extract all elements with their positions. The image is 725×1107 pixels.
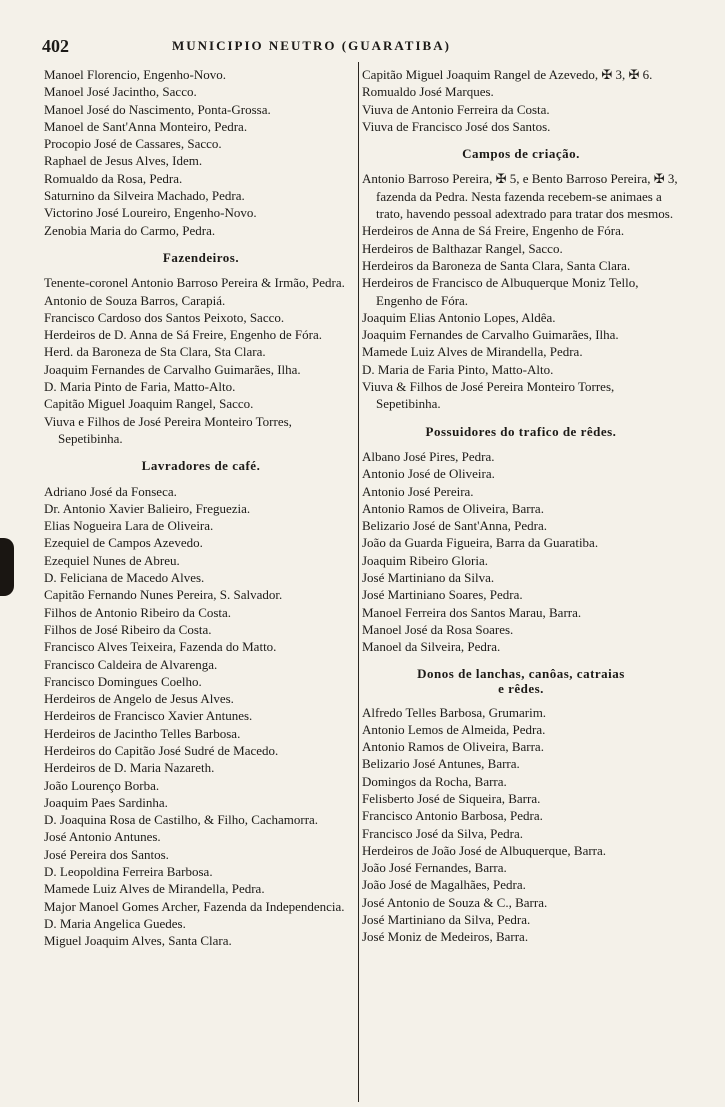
section-title-campos: Campos de criação. [462,146,580,162]
list-item: D. Maria de Faria Pinto, Matto-Alto. [362,361,554,377]
list-item: Joaquim Elias Antonio Lopes, Aldêa. [362,309,556,325]
list-item: Zenobia Maria do Carmo, Pedra. [44,222,216,238]
list-item: João José de Magalhães, Pedra. [362,877,526,893]
list-item: Felisberto José de Siqueira, Barra. [362,790,541,806]
list-item: Manoel Ferreira dos Santos Marau, Barra. [362,604,582,620]
list-item: Francisco Antonio Barbosa, Pedra. [362,808,543,824]
section-title-lavradores: Lavradores de café. [141,458,261,474]
list-item: Romualdo da Rosa, Pedra. [44,170,183,186]
list-item: Antonio de Souza Barros, Carapiá. [44,292,226,308]
list-item: Francisco Alves Teixeira, Fazenda do Matto. [44,639,277,655]
right-column [362,66,680,946]
list-item: Viuva e Filhos de José Pereira Monteiro Torres, Sepetibinha. [44,413,292,446]
list-item: Mamede Luiz Alves de Mirandella, Pedra. [362,344,583,360]
list-item: João da Guarda Figueira, Barra da Guaratiba. [362,535,599,551]
section-title-fazendeiros: Fazendeiros. [162,249,240,265]
section-title-donos [362,666,680,696]
list-item: D. Leopoldina Ferreira Barbosa. [44,864,213,880]
left-top-list [44,66,358,239]
list-item: Herdeiros de Jacintho Telles Barbosa. [44,725,241,741]
list-item: Manoel da Silveira, Pedra. [362,639,501,655]
list-item: Manoel de Sant'Anna Monteiro, Pedra. [44,118,248,134]
list-item: Francisco Domingues Coelho. [44,673,202,689]
running-title: MUNICIPIO NEUTRO (GUARATIBA) [172,38,451,53]
list-item: Herdeiros do Capitão José Sudré de Macedo. [44,742,279,758]
list-item: Victorino José Loureiro, Engenho-Novo. [44,205,257,221]
list-item: Antonio José Pereira. [362,483,474,499]
list-item: Tenente-coronel Antonio Barroso Pereira & Irmão, Pedra. [44,275,345,291]
list-item: Adriano José da Fonseca. [44,483,177,499]
list-item: João Lourenço Borba. [44,777,160,793]
list-item: Domingos da Rocha, Barra. [362,773,507,789]
list-item: Antonio Ramos de Oliveira, Barra. [362,739,544,755]
list-item: D. Joaquina Rosa de Castilho, & Filho, Cachamorra. [44,812,319,828]
list-item: Joaquim Paes Sardinha. [44,794,168,810]
list-item: Antonio José de Oliveira. [362,466,495,482]
list-item: Capitão Fernando Nunes Pereira, S. Salvador. [44,587,283,603]
column-divider [358,62,359,1102]
list-item: Raphael de Jesus Alves, Idem. [44,153,203,169]
list-item: Capitão Miguel Joaquim Rangel, Sacco. [44,396,254,412]
list-item: Viuva de Francisco José dos Santos. [362,118,551,134]
list-item: Belizario José de Sant'Anna, Pedra. [362,518,548,534]
list-item: Alfredo Telles Barbosa, Grumarim. [362,704,547,720]
list-item: Belizario José Antunes, Barra. [362,756,520,772]
list-item: Saturnino da Silveira Machado, Pedra. [44,188,245,204]
list-item: Filhos de José Ribeiro da Costa. [44,621,212,637]
list-item: Herdeiros de Anna de Sá Freire, Engenho de Fóra. [362,223,625,239]
list-item: Filhos de Antonio Ribeiro da Costa. [44,604,232,620]
list-item: Joaquim Ribeiro Gloria. [362,552,489,568]
list-item: Herdeiros de D. Maria Nazareth. [44,760,215,776]
list-item: José Martiniano da Silva, Pedra. [362,912,531,928]
list-item: Manoel José do Nascimento, Ponta-Grossa. [44,101,271,117]
list-item: Procopio José de Cassares, Sacco. [44,136,222,152]
left-column [44,66,358,950]
list-item: Herdeiros da Baroneza de Santa Clara, Santa Clara. [362,257,631,273]
lavradores-list [44,483,358,950]
section-title-donos-line2: e rêdes. [498,680,544,696]
fazendeiros-list [44,274,358,447]
list-item: Viuva & Filhos de José Pereira Monteiro Torres, Sepetibinha. [362,379,615,412]
list-item: Herdeiros de D. Anna de Sá Freire, Engenho de Fóra. [44,327,322,343]
list-item: João José Fernandes, Barra. [362,860,507,876]
list-item: Antonio Ramos de Oliveira, Barra. [362,500,544,516]
list-item: José Martiniano da Silva. [362,570,495,586]
list-item: Francisco José da Silva, Pedra. [362,825,524,841]
list-item: Romualdo José Marques. [362,84,494,100]
list-item: José Pereira dos Santos. [44,846,169,862]
list-item: José Antonio de Souza & C., Barra. [362,894,548,910]
list-item: Mamede Luiz Alves de Mirandella, Pedra. [44,881,265,897]
list-item: Herdeiros de Francisco de Albuquerque Moniz Tello, Engenho de Fóra. [362,275,639,308]
list-item: Herdeiros de Angelo de Jesus Alves. [44,691,234,707]
list-item: Joaquim Fernandes de Carvalho Guimarães, Ilha. [362,327,619,343]
list-item: Manoel José Jacintho, Sacco. [44,84,197,100]
list-item: Manoel José da Rosa Soares. [362,621,514,637]
list-item: Ezequiel de Campos Azevedo. [44,535,203,551]
donos-list [362,704,680,946]
list-item: Herdeiros de Balthazar Rangel, Sacco. [362,240,563,256]
list-item: Herdeiros de João José de Albuquerque, Barra. [362,842,607,858]
list-item: José Moniz de Medeiros, Barra. [362,929,529,945]
list-item: José Martiniano Soares, Pedra. [362,587,523,603]
list-item: Major Manoel Gomes Archer, Fazenda da Independencia. [44,898,345,914]
list-item: Joaquim Fernandes de Carvalho Guimarães, Ilha. [44,361,301,377]
list-item: Herdeiros de Francisco Xavier Antunes. [44,708,253,724]
page-header [42,36,682,58]
list-item: Elias Nogueira Lara de Oliveira. [44,518,214,534]
binding-stain [0,538,14,596]
list-item: José Antonio Antunes. [44,829,161,845]
list-item: Dr. Antonio Xavier Balieiro, Freguezia. [44,500,251,516]
list-item: D. Maria Pinto de Faria, Matto-Alto. [44,379,236,395]
page-number: 402 [42,36,69,56]
list-item: Albano José Pires, Pedra. [362,448,495,464]
list-item: Manoel Florencio, Engenho-Novo. [44,67,226,82]
list-item: Antonio Lemos de Almeida, Pedra. [362,721,546,737]
section-title-possuidores: Possuidores do trafico de rêdes. [425,423,617,439]
section-title-donos-line1: Donos de lanchas, canôas, catraias [417,665,625,681]
list-item: Francisco Caldeira de Alvarenga. [44,656,218,672]
list-item: Capitão Miguel Joaquim Rangel de Azevedo, ✠ 3, ✠ 6. [362,67,653,82]
list-item: Herd. da Baroneza de Sta Clara, Sta Clara. [44,344,266,360]
right-top-list [362,66,680,135]
list-item: Ezequiel Nunes de Abreu. [44,552,180,568]
list-item: D. Maria Angelica Guedes. [44,915,186,931]
campos-list [362,170,680,412]
possuidores-list [362,448,680,656]
list-item: Francisco Cardoso dos Santos Peixoto, Sacco. [44,309,285,325]
list-item: Antonio Barroso Pereira, ✠ 5, e Bento Barroso Pereira, ✠ 3, fazenda da Pedra. Nesta fazenda recebem-se animaes a trato, havendo pessoal adextrado para tratar dos mesmos. [362,171,678,222]
list-item: D. Feliciana de Macedo Alves. [44,570,205,586]
list-item: Viuva de Antonio Ferreira da Costa. [362,101,550,117]
list-item: Miguel Joaquim Alves, Santa Clara. [44,933,232,949]
